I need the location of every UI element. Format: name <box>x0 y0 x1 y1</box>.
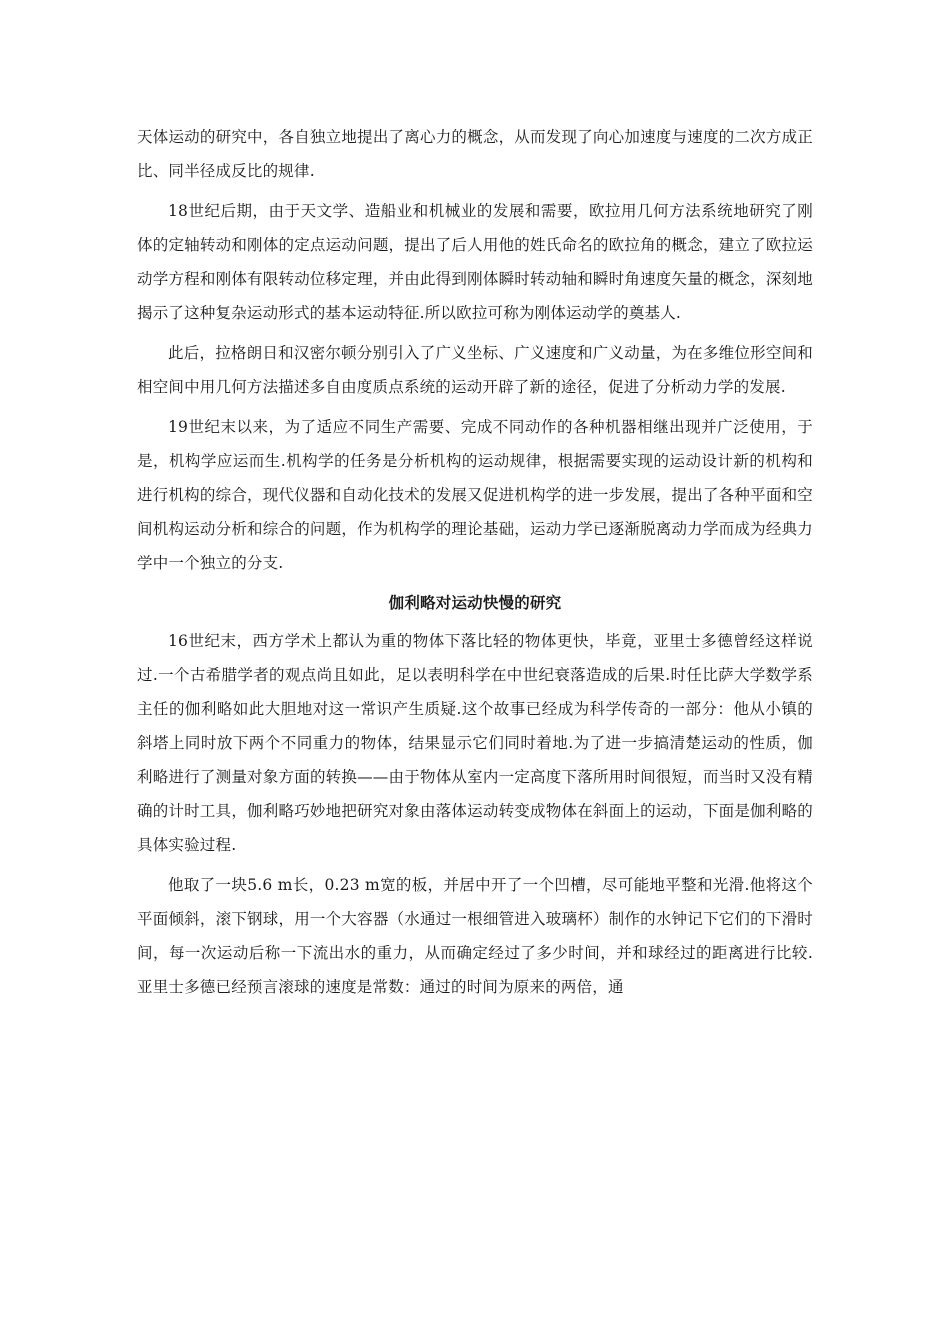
paragraph-euler: 18世纪后期，由于天文学、造船业和机械业的发展和需要，欧拉用几何方法系统地研究了刚体的定轴转动和刚体的定点运动问题，提出了后人用他的姓氏命名的欧拉角的概念，建立了欧拉运动学方程和刚体有限转动位移定理，并由此得到刚体瞬时转动轴和瞬时角速度矢量的概念，深刻地揭示了这种复杂运动形式的基本运动特征.所以欧拉可称为刚体运动学的奠基人. <box>137 202 813 322</box>
section-title: 伽利略对运动快慢的研究 <box>388 594 562 612</box>
paragraph-galileo-experiment: 他取了一块5.6 m长，0.23 m宽的板，并居中开了一个凹槽，尽可能地平整和光滑.他将这个平面倾斜，滚下钢球，用一个大容器（水通过一根细管进入玻璃杯）制作的水钟记下它们的下滑时间，每一次运动后称一下流出水的重力，从而确定经过了多少时间，并和球经过的距离进行比较.亚里士多德已经预言滚球的速度是常数：通过的时间为原来的两倍，通 <box>137 876 813 996</box>
paragraph-galileo-intro: 16世纪末，西方学术上都认为重的物体下落比轻的物体更快，毕竟，亚里士多德曾经这样说过.一个古希腊学者的观点尚且如此，足以表明科学在中世纪衰落造成的后果.时任比萨大学数学系主任的伽利略如此大胆地对这一常识产生质疑.这个故事已经成为科学传奇的一部分：他从小镇的斜塔上同时放下两个不同重力的物体，结果显示它们同时着地.为了进一步搞清楚运动的性质，伽利略进行了测量对象方面的转换——由于物体从室内一定高度下落所用时间很短，而当时又没有精确的计时工具，伽利略巧妙地把研究对象由落体运动转变成物体在斜面上的运动，下面是伽利略的具体实验过程. <box>137 632 813 854</box>
paragraph-mechanism: 19世纪末以来，为了适应不同生产需要、完成不同动作的各种机器相继出现并广泛使用，于是，机构学应运而生.机构学的任务是分析机构的运动规律，根据需要实现的运动设计新的机构和进行机构的综合，现代仪器和自动化技术的发展又促进机构学的进一步发展，提出了各种平面和空间机构运动分析和综合的问题，作为机构学的理论基础，运动力学已逐渐脱离动力学而成为经典力学中一个独立的分支. <box>137 418 813 572</box>
paragraph-centripetal: 天体运动的研究中，各自独立地提出了离心力的概念，从而发现了向心加速度与速度的二次方成正比、同半径成反比的规律. <box>137 128 813 180</box>
document-body <box>137 120 813 1010</box>
paragraph-lagrange-hamilton: 此后，拉格朗日和汉密尔顿分别引入了广义坐标、广义速度和广义动量，为在多维位形空间和相空间中用几何方法描述多自由度质点系统的运动开辟了新的途径，促进了分析动力学的发展. <box>137 344 813 396</box>
